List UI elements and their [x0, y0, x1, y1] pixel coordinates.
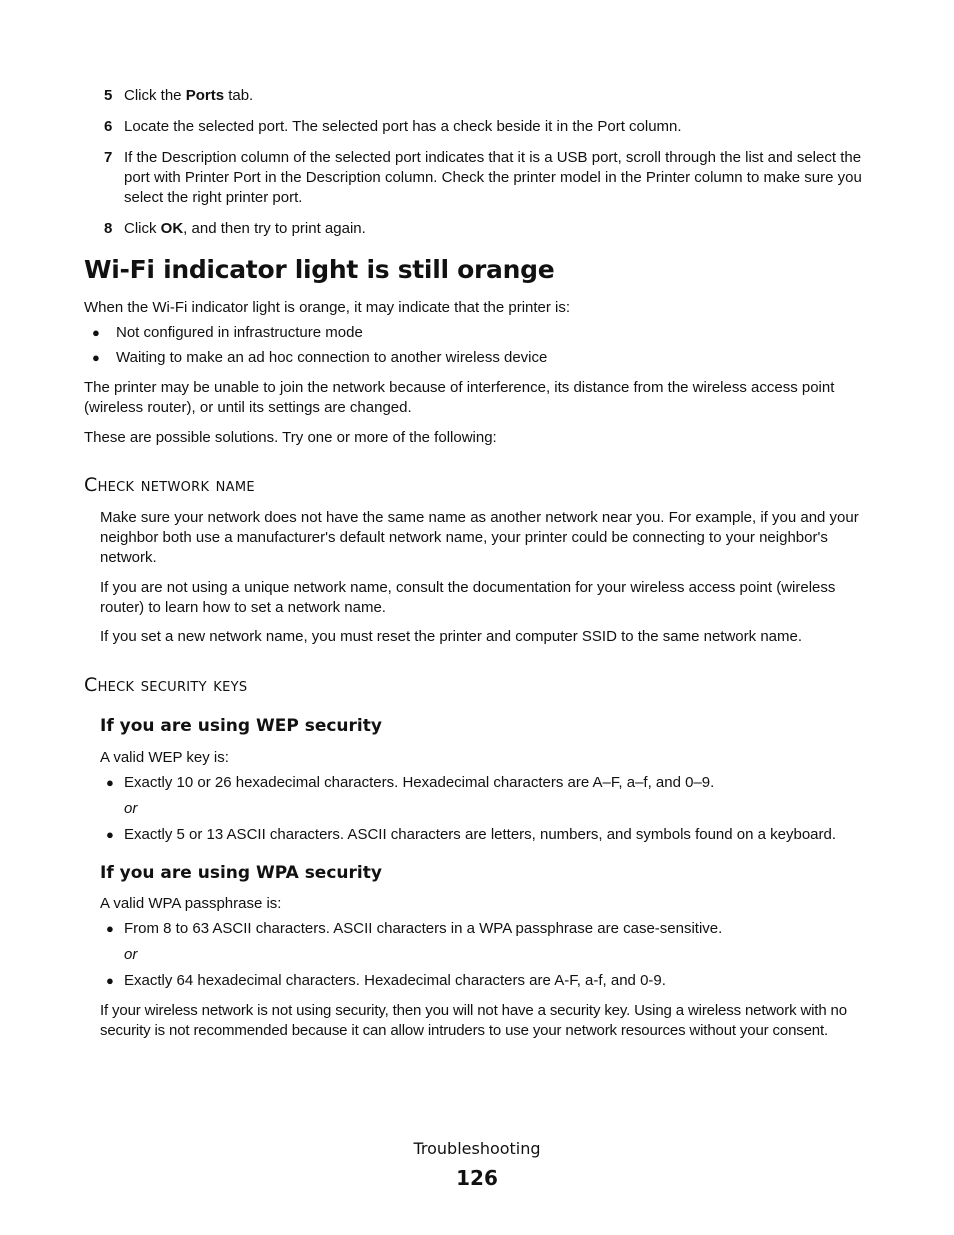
step-number: 6: [104, 118, 113, 135]
section-title: Wi-Fi indicator light is still orange: [84, 255, 555, 284]
paragraph: These are possible solutions. Try one or more of the following:: [84, 429, 497, 446]
page-number: 126: [456, 1166, 498, 1190]
wep-heading: If you are using WEP security: [100, 716, 382, 736]
list-item: ● Exactly 10 or 26 hexadecimal characters. Hexadecimal characters are A–F, a–f, and 0–9.: [106, 774, 715, 791]
paragraph: If your wireless network is not using security, then you will not have a security key. Using a wireless network with no security is not recommended because it can allow intruders to use your network resources without your consent.: [100, 1002, 847, 1039]
step-list: [84, 86, 884, 250]
list-item: ● Not configured in infrastructure mode: [92, 324, 363, 341]
paragraph: Make sure your network does not have the same name as another network near you. For example, if you and your neighbor both use a manufacturer's default network name, your printer could be connecting to your neighbor's network.: [100, 509, 859, 566]
step-number: 7: [104, 149, 113, 166]
step-item: [84, 86, 884, 106]
bullet-icon: ●: [106, 775, 114, 790]
paragraph: A valid WPA passphrase is:: [100, 895, 282, 912]
step-number: 5: [104, 87, 113, 104]
list-item: ● Exactly 64 hexadecimal characters. Hexadecimal characters are A-F, a-f, and 0-9.: [106, 972, 666, 989]
bullet-icon: ●: [92, 325, 100, 340]
step-item: [84, 117, 884, 137]
step-item: [84, 148, 884, 208]
step-text: Click the Ports tab.: [124, 87, 254, 104]
step-item: [84, 219, 884, 239]
step-text: Click OK, and then try to print again.: [124, 220, 366, 237]
or-label: or: [124, 946, 138, 963]
footer-chapter-label: Troubleshooting: [413, 1139, 541, 1158]
subsection-heading: Check network name: [84, 474, 255, 496]
paragraph: The printer may be unable to join the network because of interference, its distance from the wireless access point (wireless router), or until its settings are changed.: [84, 379, 835, 416]
subsection-heading: Check security keys: [84, 674, 248, 696]
bullet-icon: ●: [92, 350, 100, 365]
intro-paragraph: When the Wi-Fi indicator light is orange, it may indicate that the printer is:: [84, 299, 571, 316]
bullet-icon: ●: [106, 973, 114, 988]
step-text: If the Description column of the selected port indicates that it is a USB port, scroll through the list and select the port with Printer Port in the Description column. Check the printer model in the Printer column to make sure you select the right printer port.: [124, 149, 862, 206]
list-item: ● From 8 to 63 ASCII characters. ASCII characters in a WPA passphrase are case-sensitive.: [106, 920, 723, 937]
or-label: or: [124, 800, 138, 817]
wpa-heading: If you are using WPA security: [100, 863, 382, 883]
paragraph: If you set a new network name, you must reset the printer and computer SSID to the same network name.: [100, 628, 803, 645]
list-item: ● Exactly 5 or 13 ASCII characters. ASCII characters are letters, numbers, and symbols found on a keyboard.: [106, 826, 837, 843]
paragraph: If you are not using a unique network name, consult the documentation for your wireless access point (wireless router) to learn how to set a network name.: [100, 579, 836, 616]
list-item: ● Waiting to make an ad hoc connection to another wireless device: [92, 349, 548, 366]
bullet-icon: ●: [106, 921, 114, 936]
step-text: Locate the selected port. The selected port has a check beside it in the Port column.: [124, 118, 682, 135]
step-number: 8: [104, 220, 113, 237]
bullet-icon: ●: [106, 827, 114, 842]
paragraph: A valid WEP key is:: [100, 749, 229, 766]
